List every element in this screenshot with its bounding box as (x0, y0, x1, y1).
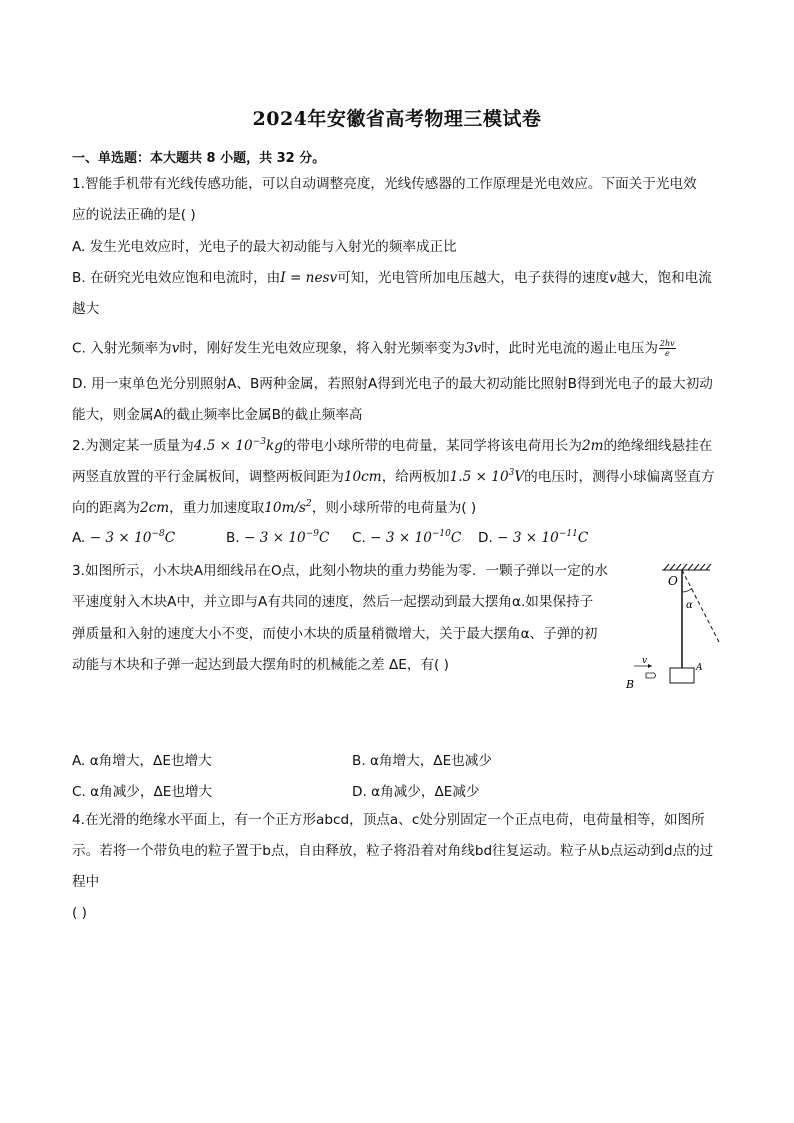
block-A (670, 668, 694, 683)
q3-stem-line2: 平速度射入木块A中，并立即与A有共同的速度，然后一起摆动到最大摆角α.如果保持子 (72, 594, 594, 610)
q2-option-d (478, 530, 588, 546)
q1-option-c (72, 339, 676, 358)
q1-option-b-text2: 可知，光电管所加电压越大，电子获得的速度 (337, 270, 610, 286)
q2-stem-line1 (72, 437, 712, 455)
option-base: − 3 × 10 (243, 530, 306, 546)
q1-option-b-cont: 越大 (72, 301, 100, 317)
velocity-arrowhead (648, 664, 652, 668)
q3-stem-line1: 3.如图所示，小木块A用细线吊在O点，此刻小物块的重力势能为零．一颗子弹以一定的水 (72, 563, 608, 579)
q2-mass-exp: −3 (252, 437, 266, 447)
q1-option-c-text1: C. 入射光频率为 (72, 340, 172, 357)
q3-option-a: A. α角增大，ΔE也增大 (72, 753, 212, 769)
fraction-numerator: 2hv (659, 339, 675, 348)
q2-text: 两竖直放置的平行金属板间，调整两板间距为 (72, 469, 344, 485)
bullet-B (646, 673, 656, 678)
q2-text: 的带电小球所带的电荷量，某同学将该电荷用长为 (282, 438, 582, 454)
option-unit: C (450, 530, 462, 546)
q1-option-d-line2: 能大，则金属A的截止频率比金属B的截止频率高 (72, 407, 363, 423)
fraction-denominator: e (664, 349, 670, 358)
option-unit: C (577, 530, 589, 546)
q3-option-d: D. α角减少，ΔE减少 (352, 784, 480, 800)
q1-option-b-text1: B. 在研究光电效应饱和电流时，由 (72, 270, 281, 286)
label-B: B (626, 678, 635, 691)
q1-option-a: A. 发生光电效应时，光电子的最大初动能与入射光的频率成正比 (72, 239, 457, 255)
q2-option-b (226, 530, 329, 546)
q2-text: 的电压时，测得小球偏离竖直方 (524, 469, 715, 485)
q1-option-b (72, 269, 712, 287)
option-label: D. (478, 530, 493, 546)
q1-option-c-3v: 3v (464, 340, 482, 357)
q2-stem-line2 (72, 468, 714, 486)
q2-gravity (264, 500, 311, 516)
option-exp: −11 (558, 529, 578, 539)
q2-mass-unit: kg (265, 438, 283, 454)
label-A: A (696, 663, 703, 673)
option-base: − 3 × 10 (89, 530, 152, 546)
q2-length: 2m (581, 438, 604, 454)
option-exp: −10 (431, 529, 451, 539)
q2-gravity-base: 10m/s (264, 500, 307, 516)
page-title: 2024年安徽省高考物理三模试卷 (252, 108, 542, 130)
q4-answer-bracket: ( ) (72, 905, 87, 921)
q1-option-b-formula: I = nesv (280, 270, 338, 286)
label-O: O (668, 574, 678, 588)
option-label: C. (352, 530, 366, 546)
q1-option-d-line1: D. 用一束单色光分别照射A、B两种金属，若照射A得到光电子的最大初动能比照射B得到光电子的最大初动 (72, 376, 713, 392)
q4-stem-line3: 程中 (72, 874, 100, 890)
option-exp: −8 (151, 529, 165, 539)
section-heading: 一、单选题：本大题共 8 小题，共 32 分。 (72, 151, 326, 166)
pendulum-figure (622, 560, 732, 696)
q2-gravity-exp: 2 (306, 499, 312, 509)
q1-option-c-text2: 时，刚好发生光电效应现象，将入射光频率变为 (179, 340, 465, 357)
q1-stem-line1: 1.智能手机带有光线传感功能，可以自动调整亮度，光线传感器的工作原理是光电效应。下面关于光电效 (72, 176, 697, 192)
q2-voltage-base: 1.5 × 10 (449, 469, 509, 485)
option-base: − 3 × 10 (370, 530, 432, 546)
q2-mass (194, 438, 283, 454)
q3-option-c: C. α角减少，ΔE也增大 (72, 784, 213, 800)
angle-arc (682, 588, 692, 592)
q2-text: ，则小球所带的电荷量为( ) (311, 500, 477, 516)
q1-stem-line2: 应的说法正确的是( ) (72, 207, 196, 223)
option-base: − 3 × 10 (497, 530, 559, 546)
q2-text: ，重力加速度取 (169, 500, 265, 516)
option-unit: C (318, 530, 330, 546)
q2-voltage-exp: 3 (508, 468, 515, 478)
ceiling-hatch (662, 564, 711, 570)
q2-text: ，给两板加 (381, 469, 450, 485)
option-label: A. (72, 530, 86, 546)
q3-stem-line4: 动能与木块和子弹一起达到最大摆角时的机械能之差 ΔE，有( ) (72, 657, 449, 673)
q2-mass-base: 4.5 × 10 (193, 438, 253, 454)
q2-distance: 10cm (343, 469, 382, 485)
q1-option-b-text3: 越大，饱和电流 (616, 270, 712, 286)
q2-option-c (352, 530, 461, 546)
label-alpha: α (686, 600, 693, 611)
q1-option-b-var: v (609, 270, 617, 286)
q2-voltage (450, 469, 525, 485)
q1-option-c-fraction (659, 339, 676, 358)
q4-stem-line2: 示。若将一个带负电的粒子置于b点，自由释放，粒子将沿着对角线bd往复运动。粒子从b点运动到d点的过 (72, 843, 714, 859)
q4-stem-line1: 4.在光滑的绝缘水平面上，有一个正方形abcd，顶点a、c处分别固定一个正点电荷，电荷量相等，如图所 (72, 812, 705, 828)
q3-stem-line3: 弹质量和入射的速度大小不变，而使小木块的质量稍微增大，关于最大摆角α、子弹的初 (72, 626, 598, 642)
q2-offset: 2cm (139, 500, 170, 516)
q2-text: 向的距离为 (72, 500, 140, 516)
q1-option-c-text3: 时，此时光电流的遏止电压为 (481, 340, 658, 357)
label-v: v (642, 656, 648, 666)
q2-stem-line3 (72, 499, 476, 517)
option-exp: −9 (305, 529, 319, 539)
q2-text: 的绝缘细线悬挂在 (603, 438, 713, 454)
q2-voltage-unit: V (514, 469, 525, 485)
q3-option-b: B. α角增大，ΔE也减少 (352, 753, 492, 769)
q2-text: 2.为测定某一质量为 (72, 438, 194, 454)
q1-option-c-var: v (171, 340, 180, 357)
q2-option-a (72, 530, 175, 546)
option-label: B. (226, 530, 240, 546)
option-unit: C (164, 530, 176, 546)
